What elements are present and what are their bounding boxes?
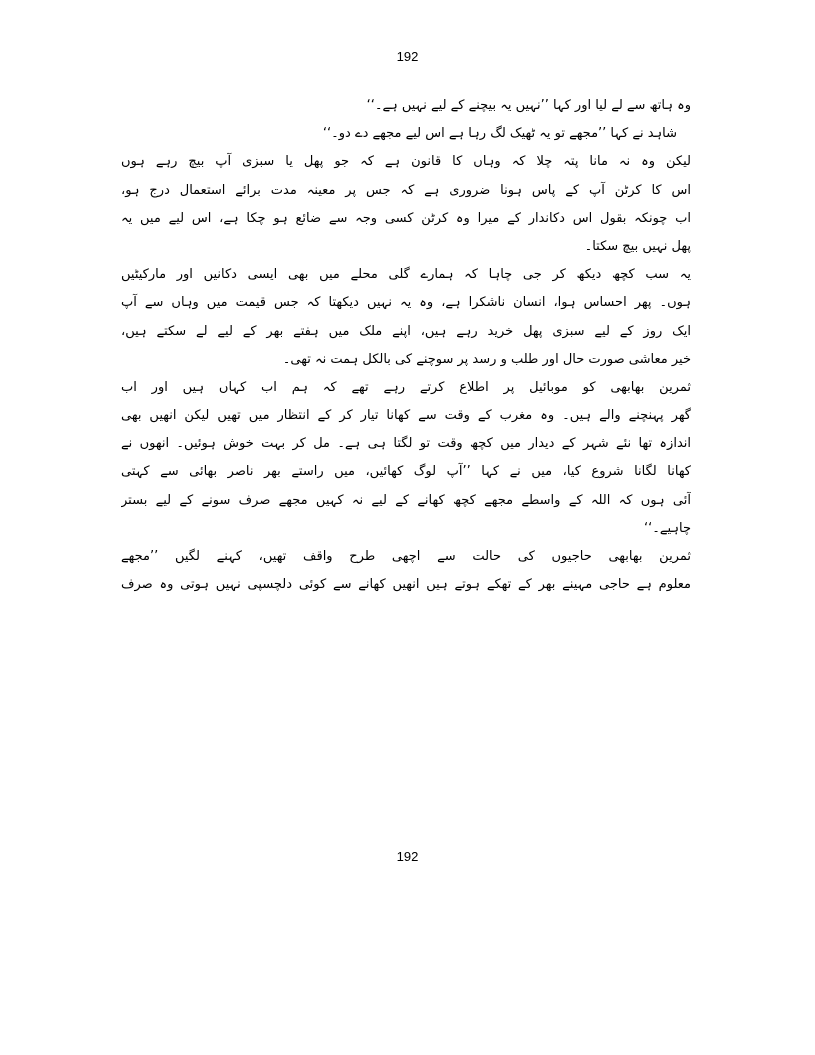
text-line: اس کا کرٹن آپ کے پاس ہونا ضروری ہے کہ جس پر معینہ مدت برائے استعمال درج ہو، <box>121 182 691 198</box>
text-line: لیکن وہ نہ مانا پتہ چلا کہ وہاں کا قانون ہے کہ جو پھل یا سبزی آپ بیچ رہے ہوں <box>121 154 691 170</box>
text-line: خیر معاشی صورت حال اور طلب و رسد پر سوچنے کی بالکل ہمت نہ تھی۔ <box>282 351 691 367</box>
text-line: وہ ہاتھ سے لے لیا اور کہا ’’نہیں یہ بیچنے کے لیے نہیں ہے۔‘‘ <box>366 98 691 113</box>
text-line: ایک روز کے لیے سبزی پھل خرید رہے ہیں، اپنے ملک میں ہفتے بھر کے لیے لے سکتے ہیں، <box>121 323 691 339</box>
text-line: کھانا لگانا شروع کیا، میں نے کہا ’’آپ لوگ کھائیں، میں راستے بھر ناصر بھائی سے کہتی <box>121 464 691 480</box>
text-line: یہ سب کچھ دیکھ کر جی چاہا کہ ہمارے گلی محلے میں بھی ایسی دکانیں اور مارکیٹیں <box>121 267 691 283</box>
text-line: شاہد نے کہا ’’مجھے تو یہ ٹھیک لگ رہا ہے اس لیے مجھے دے دو۔‘‘ <box>322 126 677 142</box>
text-line: چاہیے۔‘‘ <box>643 520 691 536</box>
text-line: پھل نہیں بیچ سکتا۔ <box>584 238 691 254</box>
text-line: اب چونکہ بقول اس دکاندار کے میرا وہ کرٹن کسی وجہ سے ضائع ہو چکا ہے، اس لیے میں یہ <box>121 210 691 226</box>
page-number-bottom: 192 <box>396 849 419 864</box>
page-number-top: 192 <box>396 49 419 64</box>
text-line: ثمرین بھابھی حاجیوں کی حالت سے اچھی طرح واقف تھیں، کہنے لگیں ’’مجھے <box>121 549 691 564</box>
text-line: معلوم ہے حاجی مہینے بھر کے تھکے ہوتے ہیں انھیں کھانے سے کوئی دلچسپی نہیں ہوتی وہ صرف <box>121 577 691 593</box>
text-line: گھر پہنچنے والے ہیں۔ وہ مغرب کے وقت سے کھانا تیار کر کے انتظار میں تھیں لیکن انھیں بھی <box>121 408 691 424</box>
text-line: اندازہ تھا نئے شہر کے دیدار میں کچھ وقت تو لگتا ہی ہے۔ مل کر بہت خوش ہوئیں۔ انھوں نے <box>121 436 691 452</box>
text-line: آئی ہوں کہ اللہ کے واسطے مجھے کچھ کھانے کے لیے نہ کہیں مجھے صرف سونے کے لیے بستر <box>121 492 691 508</box>
body-text <box>121 92 691 599</box>
text-line: ہوں۔ پھر احساس ہوا، انسان ناشکرا ہے، وہ یہ نہیں دیکھتا کہ جس قیمت میں وہاں سے آپ <box>121 295 691 311</box>
text-line: ثمرین بھابھی کو موبائیل پر اطلاع کرتے رہے تھے کہ ہم اب کہاں ہیں اور اب <box>121 379 691 395</box>
